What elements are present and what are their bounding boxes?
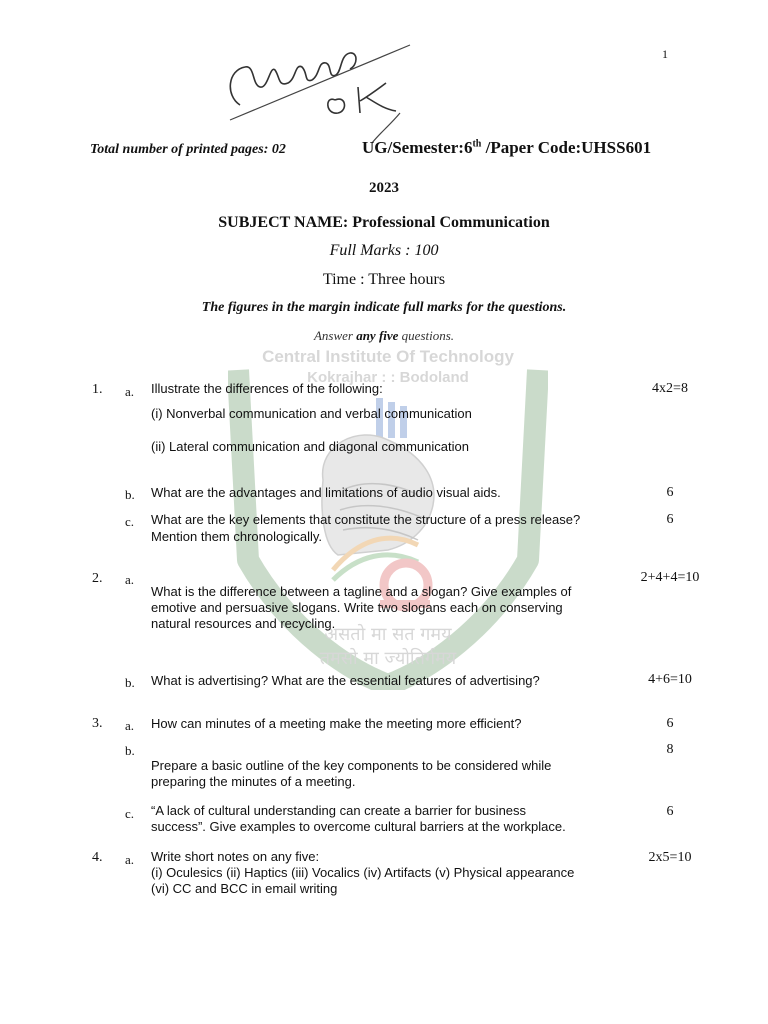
question-marks: 8 bbox=[666, 742, 674, 757]
answer-note-post: questions. bbox=[398, 328, 455, 343]
figures-note: The figures in the margin indicate full marks for the questions. bbox=[201, 300, 567, 315]
part-letter: b. bbox=[125, 675, 135, 690]
part-letter: a. bbox=[125, 852, 135, 867]
question-marks: 4x2=8 bbox=[652, 381, 688, 396]
question-marks: 6 bbox=[666, 485, 674, 500]
question-subitem: (i) Nonverbal communication and verbal communication bbox=[151, 406, 472, 421]
question-text: How can minutes of a meeting make the meeting more efficient? bbox=[151, 716, 522, 731]
part-letter: c. bbox=[125, 806, 135, 821]
question-marks: 6 bbox=[666, 716, 674, 731]
question-text-continued: emotive and persuasive slogans. Write two slogans each on conserving bbox=[151, 600, 563, 615]
question-marks: 4+6=10 bbox=[648, 672, 692, 687]
part-letter: a. bbox=[125, 384, 135, 399]
part-letter: c. bbox=[125, 514, 135, 529]
question-number: 1. bbox=[92, 382, 103, 397]
part-letter: b. bbox=[125, 487, 135, 502]
watermark-line1: Central Institute Of Technology bbox=[262, 347, 514, 366]
page-number: 1 bbox=[662, 47, 668, 61]
paper-code-suffix: /Paper Code:UHSS601 bbox=[481, 138, 652, 157]
question-number: 4. bbox=[92, 850, 103, 865]
exam-year: 2023 bbox=[369, 180, 399, 196]
question-subitems: (i) Oculesics (ii) Haptics (iii) Vocalics (iv) Artifacts (v) Physical appearance bbox=[151, 865, 575, 880]
question-text-continued: preparing the minutes of a meeting. bbox=[151, 774, 356, 789]
question-text-continued: Mention them chronologically. bbox=[151, 529, 323, 544]
handwritten-signature bbox=[200, 25, 440, 155]
part-letter: b. bbox=[125, 743, 135, 758]
paper-code-prefix: UG/Semester:6 bbox=[362, 138, 473, 157]
question-subitem: (ii) Lateral communication and diagonal communication bbox=[151, 439, 469, 454]
question-marks: 2x5=10 bbox=[648, 850, 692, 865]
question-text: What are the advantages and limitations of audio visual aids. bbox=[151, 485, 501, 500]
question-text: What is advertising? What are the essential features of advertising? bbox=[151, 673, 540, 688]
question-number: 3. bbox=[92, 716, 103, 731]
question-text: Illustrate the differences of the following: bbox=[151, 381, 383, 396]
answer-note-pre: Answer bbox=[313, 328, 357, 343]
question-text: Write short notes on any five: bbox=[151, 849, 320, 864]
paper-code bbox=[362, 138, 651, 158]
watermark-motto2: तमसो मा ज्योतिर्गमय bbox=[319, 648, 457, 669]
question-text-continued: success”. Give examples to overcome cultural barriers at the workplace. bbox=[151, 819, 566, 834]
question-text-continued: natural resources and recycling. bbox=[151, 616, 336, 631]
question-text: What are the key elements that constitute the structure of a press release? bbox=[151, 512, 581, 527]
watermark-line2: Kokrajhar : : Bodoland bbox=[307, 369, 469, 386]
question-marks: 6 bbox=[666, 512, 674, 527]
question-marks: 6 bbox=[666, 804, 674, 819]
part-letter: a. bbox=[125, 718, 135, 733]
answer-note-emphasis: any five bbox=[356, 328, 399, 343]
paper-code-superscript: th bbox=[472, 138, 482, 150]
question-marks: 2+4+4=10 bbox=[640, 570, 700, 585]
watermark-motto1: असतो मा सत गमय bbox=[324, 624, 452, 645]
question-text: Prepare a basic outline of the key components to be considered while bbox=[151, 758, 552, 773]
question-text: What is the difference between a tagline and a slogan? Give examples of bbox=[151, 584, 572, 599]
question-subitems: (vi) CC and BCC in email writing bbox=[151, 881, 338, 896]
full-marks: Full Marks : 100 bbox=[329, 242, 439, 259]
subject-name: SUBJECT NAME: Professional Communication bbox=[218, 214, 550, 231]
question-number: 2. bbox=[92, 571, 103, 586]
question-text: “A lack of cultural understanding can create a barrier for business bbox=[151, 803, 527, 818]
total-pages-note: Total number of printed pages: 02 bbox=[90, 142, 286, 157]
part-letter: a. bbox=[125, 572, 135, 587]
exam-time: Time : Three hours bbox=[322, 271, 446, 288]
